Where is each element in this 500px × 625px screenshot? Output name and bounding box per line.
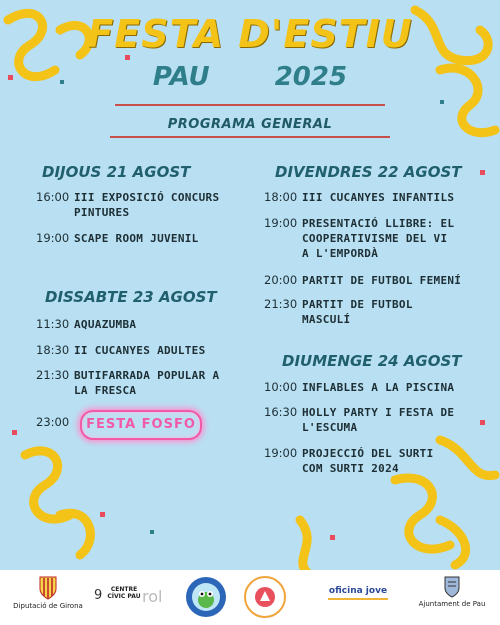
- event-item: [36, 343, 236, 358]
- program-divider: [110, 136, 390, 138]
- event-time: 19:00: [264, 446, 298, 460]
- sponsor-diputacio: [8, 576, 88, 610]
- crest-icon: [444, 576, 460, 598]
- event-name: BUTIFARRADA POPULAR A LA FRESCA: [74, 369, 220, 397]
- event-item: [36, 190, 236, 220]
- sponsor-school: [240, 575, 290, 621]
- event-item: [264, 380, 464, 395]
- sponsor-label: CENTRE CÍVIC PAU: [107, 586, 141, 600]
- sponsor-centre-civic: [92, 584, 170, 608]
- event-time: 21:30: [36, 368, 70, 382]
- svg-text:rol: rol: [142, 587, 163, 606]
- event-time: 19:00: [264, 216, 298, 230]
- day-heading-saturday: DISSABTE 23 AGOST: [45, 288, 217, 306]
- event-time: 18:30: [36, 343, 70, 357]
- event-time: 19:00: [36, 231, 70, 245]
- day-heading-friday: DIVENDRES 22 AGOST: [275, 163, 462, 181]
- event-item: [264, 216, 460, 261]
- event-item: [36, 231, 236, 246]
- event-name: AQUAZUMBA: [74, 318, 137, 331]
- event-time: 18:00: [264, 190, 298, 204]
- program-label: PROGRAMA GENERAL: [167, 117, 333, 132]
- day-heading-sunday: DIUMENGE 24 AGOST: [282, 352, 462, 370]
- event-name: HOLLY PARTY I FESTA DE L'ESCUMA: [302, 406, 455, 434]
- event-time: 23:00: [36, 415, 70, 429]
- event-year: 2025: [274, 62, 348, 92]
- town-name: PAU: [152, 62, 210, 92]
- sponsor-label: oficina jove: [328, 586, 388, 596]
- sponsor-oficina-jove: [318, 586, 398, 604]
- event-time: 21:30: [264, 297, 298, 311]
- sponsor-ajuntament: [410, 576, 494, 608]
- event-name: PROJECCIÓ DEL SURTI COM SURTI 2024: [302, 447, 434, 475]
- event-time: 16:30: [264, 405, 298, 419]
- day-heading-thursday: DIJOUS 21 AGOST: [42, 163, 191, 181]
- sponsor-frog: [184, 575, 228, 621]
- event-name: INFLABLES A LA PISCINA: [302, 381, 455, 394]
- oficina-jove-logo: [328, 596, 388, 602]
- event-item: [36, 368, 236, 398]
- event-item: [264, 297, 464, 327]
- frog-badge-logo: [184, 575, 228, 619]
- event-item: [264, 273, 464, 288]
- event-name: III CUCANYES INFANTILS: [302, 191, 455, 204]
- festa-fosfo-badge: FESTA FOSFO: [80, 410, 202, 440]
- poster-subtitle: [0, 62, 500, 92]
- event-name: PRESENTACIÓ LLIBRE: EL COOPERATIVISME DEL VI A L'EMPORDÀ: [302, 217, 455, 260]
- school-badge-logo: [240, 575, 290, 619]
- crest-icon: [39, 576, 57, 600]
- event-time: 11:30: [36, 317, 70, 331]
- event-name: II CUCANYES ADULTES: [74, 344, 206, 357]
- event-time: 20:00: [264, 273, 298, 287]
- poster-title: FESTA D'ESTIU: [87, 12, 413, 56]
- event-name: SCAPE ROOM JUVENIL: [74, 232, 199, 245]
- sponsor-footer: [0, 570, 500, 625]
- title-divider: [115, 104, 385, 106]
- svg-text:9: 9: [94, 588, 103, 603]
- sponsor-label: Diputació de Girona: [13, 602, 83, 610]
- event-time: 10:00: [264, 380, 298, 394]
- event-name: III EXPOSICIÓ CONCURS PINTURES: [74, 191, 220, 219]
- event-name: PARTIT DE FUTBOL MASCULÍ: [302, 298, 413, 326]
- event-item: [36, 317, 236, 332]
- sponsor-label: Ajuntament de Pau: [418, 600, 486, 608]
- event-item: [264, 405, 460, 435]
- event-name: PARTIT DE FUTBOL FEMENÍ: [302, 274, 462, 287]
- event-item: [264, 446, 460, 476]
- event-item: [264, 190, 464, 205]
- event-time: 16:00: [36, 190, 70, 204]
